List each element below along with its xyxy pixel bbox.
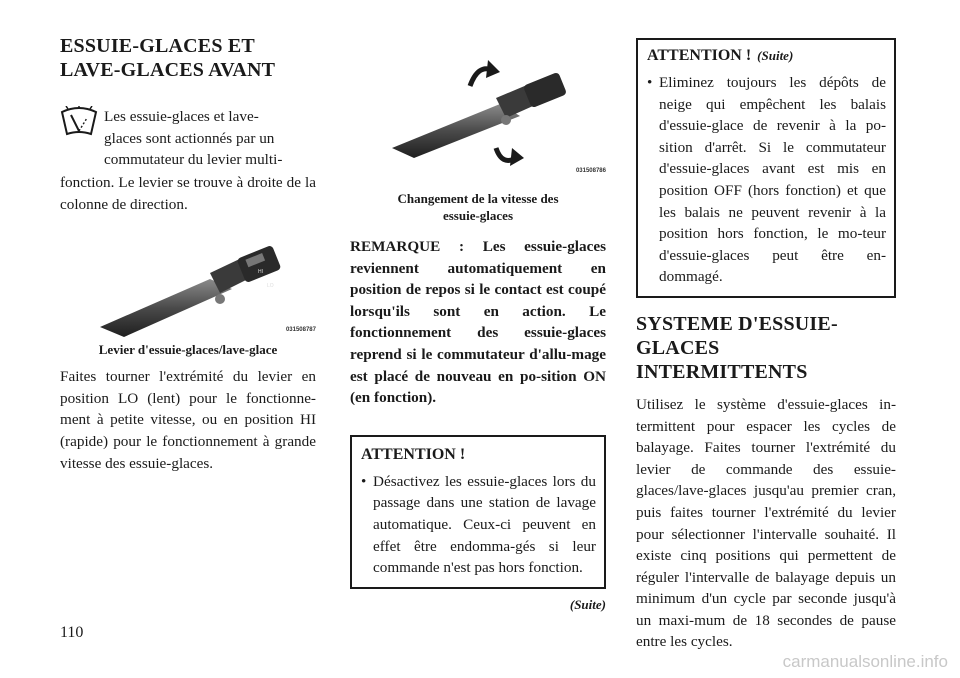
heading-line-1: ESSUIE-GLACES ET <box>60 35 255 57</box>
caption-line-2: essuie-glaces <box>442 208 514 223</box>
remark-note: REMARQUE : Les essuie-glaces reviennent automatiquement en position de repos si le contact est coupé lorsqu'ils sont en action. Le fonctionnement des essuie-glaces reprend si le commutateur d'allu-mage est placé de nouveau en po-sition ON (en fonction). <box>350 238 606 407</box>
attention-title: ATTENTION ! <box>361 445 466 463</box>
attention-text: Eliminez toujours les dépôts de neige qui empêchent les balais d'essuie-glace de revenir à la po-sition d'arrêt. Si le commutateur d'essuie-glaces avant est mis en position OFF (hors fonction) et que les balais ne peuvent revenir à la position hors fonction, le mo-teur d'essuie-glaces peut être en-dommagé. <box>659 74 886 286</box>
heading-line-2: GLACES INTERMITTENTS <box>636 336 808 383</box>
intro-indented <box>104 106 316 171</box>
figure-caption: Levier d'essuie-glaces/lave-glace <box>98 342 278 358</box>
column-1 <box>60 34 316 474</box>
speed-paragraph: Faites tourner l'extrémité du levier en position LO (lent) pour le fonctionne-ment à petite vitesse, ou en position HI (rapide) pour le fonctionnement à grande vitesse des essuie-glaces. <box>60 368 316 472</box>
figure-wiper-speed <box>350 56 606 180</box>
figure-caption <box>350 190 606 224</box>
column-2 <box>350 56 606 613</box>
attention-bullet <box>647 72 886 288</box>
attention-box-continued <box>636 38 896 298</box>
intro-rest: fonction. Le levier se trouve à droite de la colonne de direction. <box>60 174 316 213</box>
intro-line-3: commutateur du levier multi- <box>104 151 283 169</box>
heading-line-1: SYSTEME D'ESSUIE- <box>636 312 838 335</box>
heading-line-2: LAVE-GLACES AVANT <box>60 59 276 81</box>
svg-text:LO: LO <box>267 283 274 290</box>
lever-illustration <box>60 227 316 339</box>
figure-code: 031508786 <box>575 168 606 174</box>
windshield-wiper-icon <box>60 106 98 140</box>
attention-text: Désactivez les essuie-glaces lors du passage dans une station de lavage automatique. Ceux-ci peuvent en effet être endomma-gés si leur commande n'est pas hors fonction. <box>373 472 596 577</box>
suite-label: (Suite) <box>569 596 606 612</box>
bullet-dot-icon: • <box>361 472 367 490</box>
watermark: carmanualsonline.info <box>782 652 948 671</box>
figure-wiper-lever <box>60 227 316 347</box>
lever-speed-illustration <box>350 56 606 176</box>
caption-line-1: Changement de la vitesse des <box>397 191 559 206</box>
attention-title-text: ATTENTION ! <box>647 47 752 64</box>
attention-bullet <box>361 471 596 579</box>
bullet-dot-icon: • <box>647 74 653 91</box>
intermittent-paragraph: Utilisez le système d'essuie-glaces in-termittent pour espacer les cycles de balayage. Faites tourner l'extrémité du levier de commande des essuie-glaces/lave-glaces jusqu'au premier cran, puis faites tourner l'extrémité du levier pour sélectionner l'intervalle souhaité. Il existe cinq positions qui permettent de réguler l'intervalle de balayage depuis un minimum d'un cycle par seconde jusqu'à un maxi-mum de 18 secondes de pause entre les cycles. <box>636 395 896 651</box>
intro-line-2: glaces sont actionnés par un <box>104 129 275 147</box>
svg-text:HI: HI <box>258 269 263 276</box>
attention-box <box>350 435 606 589</box>
attention-title <box>647 46 886 66</box>
column-3 <box>636 38 896 653</box>
page-number: 110 <box>60 624 84 641</box>
intro-block <box>60 106 316 192</box>
attention-suite: (Suite) <box>757 48 794 63</box>
section-heading-wipers <box>60 34 316 82</box>
figure-code: 031508787 <box>285 327 316 334</box>
intro-line-1: Les essuie-glaces et lave- <box>104 108 259 125</box>
section-heading-intermittent <box>636 312 896 384</box>
